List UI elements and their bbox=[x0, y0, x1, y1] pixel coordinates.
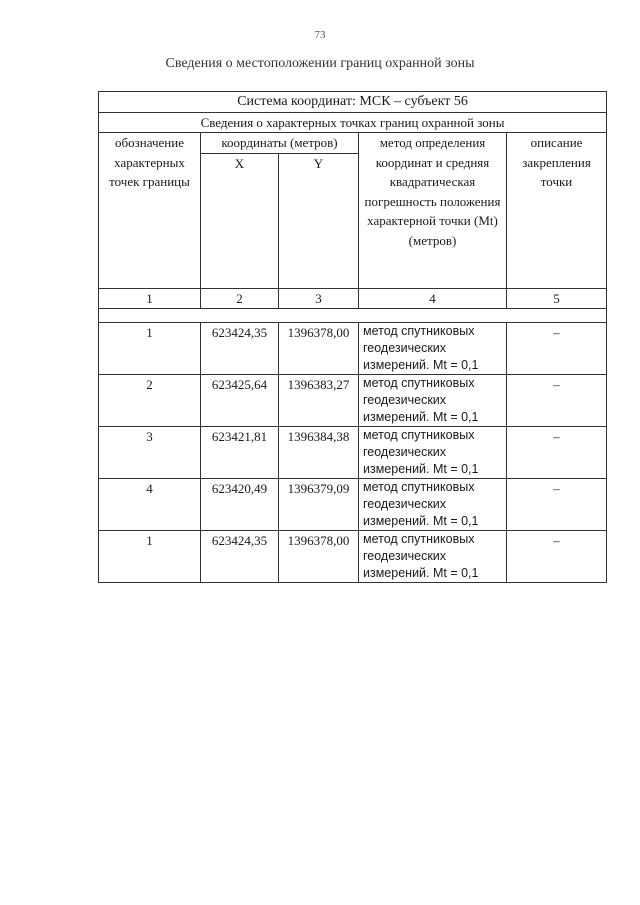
y-cell: 1396378,00 bbox=[279, 531, 359, 583]
coordinate-system-cell: Система координат: МСК – субъект 56 bbox=[99, 92, 607, 113]
x-cell: 623425,64 bbox=[201, 375, 279, 427]
point-cell: 2 bbox=[99, 375, 201, 427]
y-cell: 1396384,38 bbox=[279, 427, 359, 479]
method-cell: метод спутниковых геодезических измерений. Mt = 0,1 bbox=[359, 479, 507, 531]
description-cell: – bbox=[507, 323, 607, 375]
header-designation: обозначение характерных точек границы bbox=[99, 133, 201, 289]
column-number: 5 bbox=[507, 288, 607, 309]
column-number: 1 bbox=[99, 288, 201, 309]
header-y: Y bbox=[279, 153, 359, 288]
table-row bbox=[99, 323, 607, 375]
document-title: Сведения о местоположении границ охранной зоны bbox=[165, 56, 475, 71]
description-cell: – bbox=[507, 427, 607, 479]
page-number: 73 bbox=[314, 29, 326, 41]
info-row bbox=[99, 112, 607, 133]
header-method: метод определения координат и средняя квадратическая погрешность положения характерной точки (Mt) (метров) bbox=[359, 133, 507, 289]
table-row bbox=[99, 531, 607, 583]
blank-row bbox=[99, 309, 607, 323]
y-cell: 1396378,00 bbox=[279, 323, 359, 375]
point-cell: 4 bbox=[99, 479, 201, 531]
point-cell: 1 bbox=[99, 531, 201, 583]
x-cell: 623424,35 bbox=[201, 323, 279, 375]
header-x: X bbox=[201, 153, 279, 288]
method-cell: метод спутниковых геодезических измерений. Mt = 0,1 bbox=[359, 375, 507, 427]
table-row bbox=[99, 427, 607, 479]
column-number-row bbox=[99, 288, 607, 309]
x-cell: 623420,49 bbox=[201, 479, 279, 531]
method-cell: метод спутниковых геодезических измерений. Mt = 0,1 bbox=[359, 427, 507, 479]
header-row-top bbox=[99, 133, 607, 154]
description-cell: – bbox=[507, 531, 607, 583]
point-cell: 1 bbox=[99, 323, 201, 375]
description-cell: – bbox=[507, 375, 607, 427]
blank-cell bbox=[99, 309, 607, 323]
method-cell: метод спутниковых геодезических измерений. Mt = 0,1 bbox=[359, 531, 507, 583]
column-number: 3 bbox=[279, 288, 359, 309]
boundary-points-table bbox=[98, 91, 607, 583]
y-cell: 1396383,27 bbox=[279, 375, 359, 427]
coordinate-system-row bbox=[99, 92, 607, 113]
point-cell: 3 bbox=[99, 427, 201, 479]
column-number: 2 bbox=[201, 288, 279, 309]
description-cell: – bbox=[507, 479, 607, 531]
info-cell: Сведения о характерных точках границ охранной зоны bbox=[99, 112, 607, 133]
x-cell: 623424,35 bbox=[201, 531, 279, 583]
x-cell: 623421,81 bbox=[201, 427, 279, 479]
y-cell: 1396379,09 bbox=[279, 479, 359, 531]
column-number: 4 bbox=[359, 288, 507, 309]
table-row bbox=[99, 375, 607, 427]
header-description: описание закрепления точки bbox=[507, 133, 607, 289]
header-coordinates: координаты (метров) bbox=[201, 133, 359, 154]
method-cell: метод спутниковых геодезических измерений. Mt = 0,1 bbox=[359, 323, 507, 375]
table-row bbox=[99, 479, 607, 531]
